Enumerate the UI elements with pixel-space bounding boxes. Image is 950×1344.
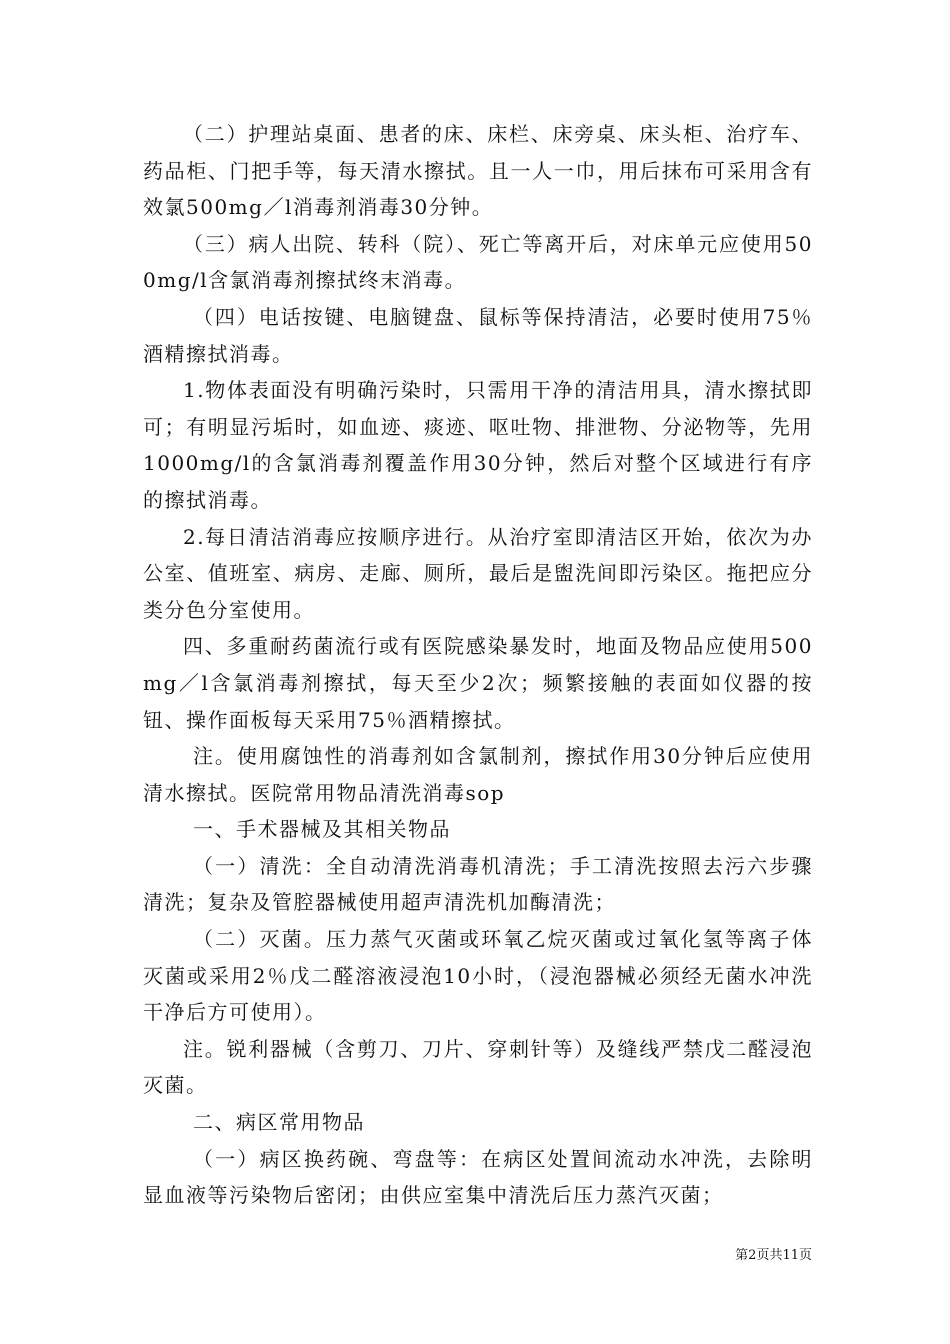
paragraph-11: 注。锐利器械（含剪刀、刀片、穿刺针等）及缝线严禁戊二醛浸泡灭菌。 [143, 1036, 813, 1098]
paragraph-2: （三）病人出院、转科（院）、死亡等离开后，对床单元应使用500mg/l含氯消毒剂擦拭终末消毒。 [143, 231, 813, 293]
paragraph-7: 注。使用腐蚀性的消毒剂如含氯制剂，擦拭作用30分钟后应使用清水擦拭。医院常用物品清洗消毒sop [143, 744, 813, 805]
paragraph-3: （四）电话按键、电脑键盘、鼠标等保持清洁，必要时使用75％酒精擦拭消毒。 [143, 304, 813, 366]
paragraph-5: 2.每日清洁消毒应按顺序进行。从治疗室即清洁区开始，依次为办公室、值班室、病房、走廊、厕所，最后是盥洗间即污染区。拖把应分类分色分室使用。 [143, 524, 813, 622]
paragraph-12: 二、病区常用物品 [193, 1110, 365, 1135]
paragraph-8: 一、手术器械及其相关物品 [193, 817, 451, 842]
paragraph-1: （二）护理站桌面、患者的床、床栏、床旁桌、床头柜、治疗车、药品柜、门把手等，每天清水擦拭。且一人一巾，用后抹布可采用含有效氯500mg／l消毒剂消毒30分钟。 [143, 122, 813, 220]
paragraph-10: （二）灭菌。压力蒸气灭菌或环氧乙烷灭菌或过氧化氢等离子体灭菌或采用2％戊二醛溶液浸泡10小时，（浸泡器械必须经无菌水冲洗干净后方可使用）。 [143, 927, 813, 1025]
page-number: 第2页共11页 [735, 1248, 812, 1263]
paragraph-6: 四、多重耐药菌流行或有医院感染暴发时，地面及物品应使用500mg／l含氯消毒剂擦拭，每天至少2次；频繁接触的表面如仪器的按钮、操作面板每天采用75％酒精擦拭。 [143, 634, 813, 732]
paragraph-9: （一）清洗：全自动清洗消毒机清洗；手工清洗按照去污六步骤清洗；复杂及管腔器械使用超声清洗机加酶清洗； [143, 853, 813, 915]
paragraph-13: （一）病区换药碗、弯盘等：在病区处置间流动水冲洗，去除明显血液等污染物后密闭；由供应室集中清洗后压力蒸汽灭菌； [143, 1146, 813, 1208]
document-body [143, 116, 813, 1214]
paragraph-4: 1.物体表面没有明确污染时，只需用干净的清洁用具，清水擦拭即可；有明显污垢时，如血迹、痰迹、呕吐物、排泄物、分泌物等，先用1000mg/l的含氯消毒剂覆盖作用30分钟，然后对整个区域进行有序的擦拭消毒。 [143, 378, 813, 512]
